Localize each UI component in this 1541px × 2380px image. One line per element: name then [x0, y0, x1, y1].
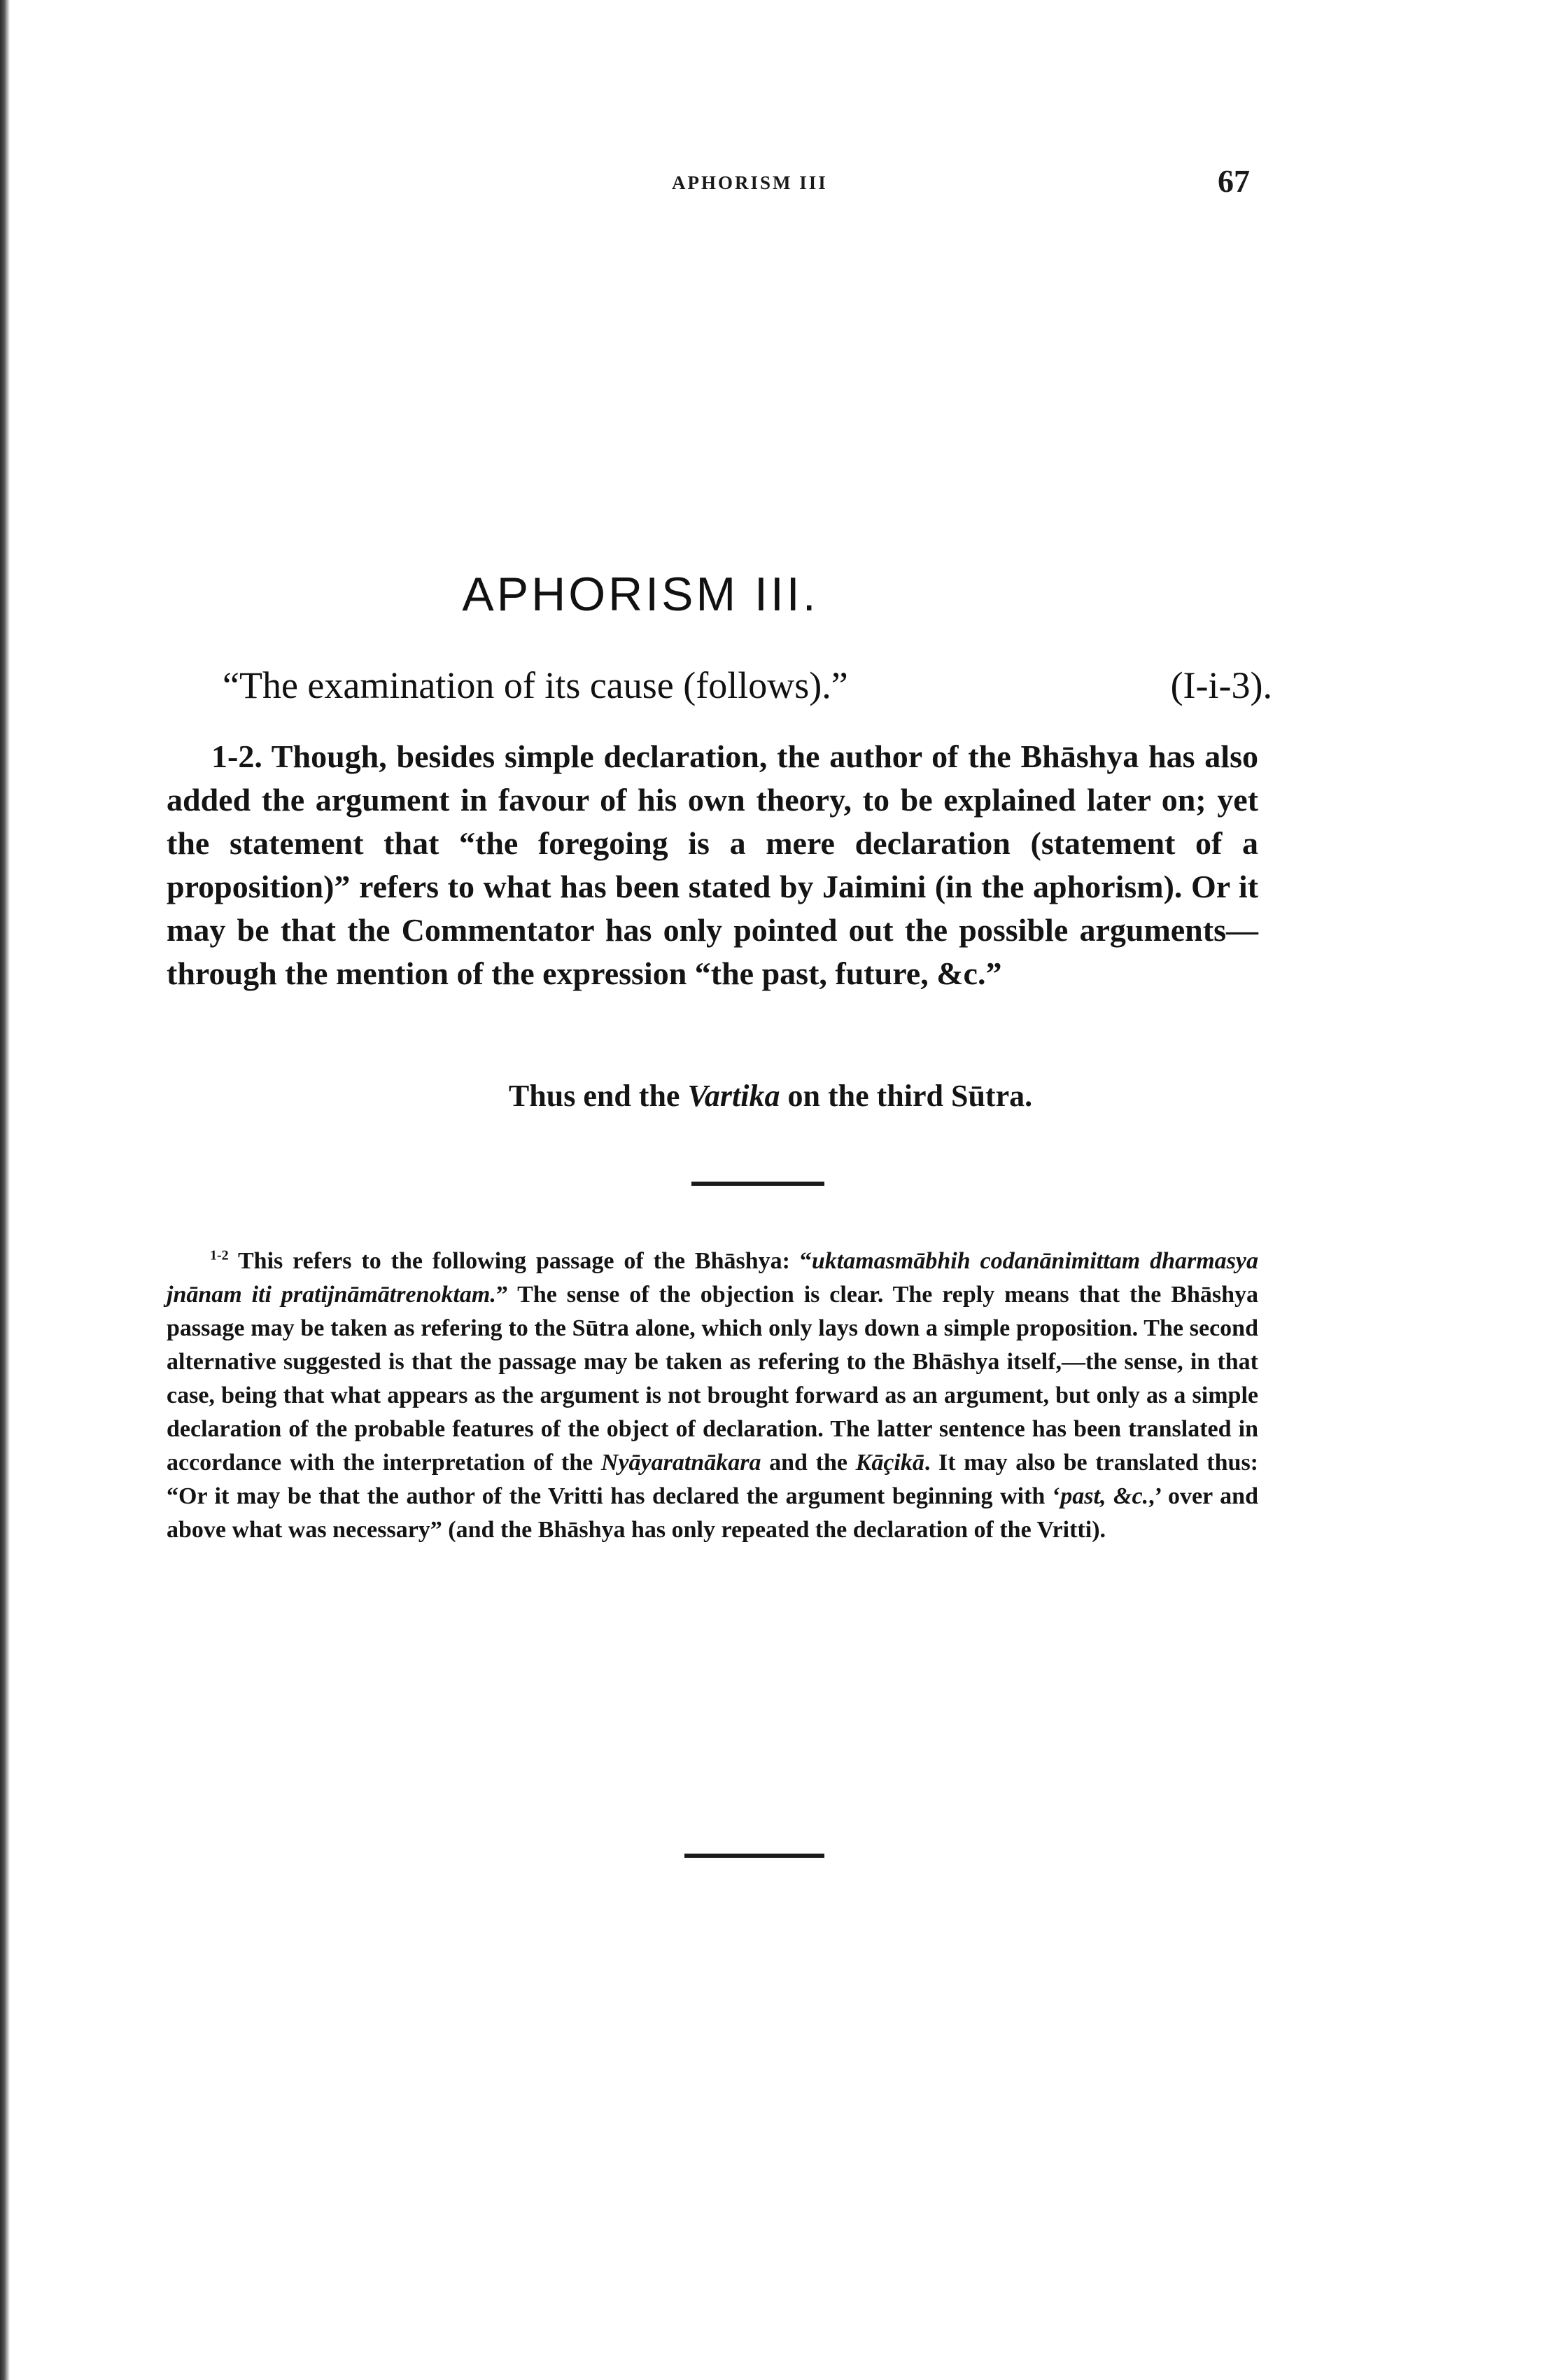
page-scan-edge — [0, 0, 10, 2380]
body-paragraph: 1-2. Though, besides simple declaration, the author of the Bhāshya has also added the argument in favour of his own theory, to be explained later on; yet the statement that “the foregoing is a mere declaration (statement of a proposition)” refers to what has been stated by Jaimini (in the aphorism). Or it may be that the Commentator has only pointed out the possible arguments—through the mention of the expression “the past, future, &c.” — [167, 738, 1258, 991]
footnote-text-5: ,’ over and above what was necessary” (and the Bhāshya has only repeated the declaration of the Vritti). — [167, 1483, 1258, 1543]
closing-line — [0, 1078, 1541, 1114]
closing-vartika: Vartika — [687, 1079, 780, 1113]
footnote — [167, 1245, 1258, 1547]
footnote-text-1: This refers to the following passage of the Bhāshya: “ — [228, 1248, 812, 1274]
page-number: 67 — [1218, 163, 1250, 199]
footnote-quote-past: past, &c. — [1060, 1483, 1149, 1509]
footnote-sanskrit-quote: uktamasmābhih codanānimittam dharmasya jnānam iti pratijnāmātrenoktam. — [167, 1248, 1258, 1308]
footnote-text-4: . It may also be translated thus: “Or it may be that the author of the Vritti has declared the argument beginning with ‘ — [167, 1450, 1259, 1509]
footnote-work-nyayaratnakara: Nyāyaratnākara — [600, 1450, 761, 1476]
closing-prefix: Thus end the — [508, 1079, 688, 1113]
sutra-text: “The examination of its cause (follows).” — [223, 664, 848, 706]
aphorism-title: APHORISM III. — [462, 568, 819, 621]
footnote-text-2: ” The sense of the objection is clear. The reply means that the Bhāshya passage may be taken as refering to the Sūtra alone, which only lays down a simple proposition. The second alternative suggested is that the passage may be taken as refering to the Bhāshya itself,—the sense, in that case, being that what appears as the argument is not brought forward as an argument, but only as a simple declaration of the probable features of the object of declaration. The latter sentence has been translated in accordance with the interpretation of the — [167, 1282, 1258, 1476]
footnote-text-3: and the — [761, 1450, 856, 1476]
footnote-work-kacika: Kāçikā — [855, 1450, 924, 1476]
sutra-reference: (I-i-3). — [1170, 664, 1272, 706]
running-head: APHORISM III — [672, 172, 828, 193]
footnote-marker: 1-2 — [210, 1247, 229, 1264]
bottom-divider — [684, 1854, 824, 1858]
section-divider — [691, 1182, 824, 1186]
sutra-line — [223, 664, 1272, 707]
closing-suffix: on the third Sūtra. — [780, 1079, 1033, 1113]
